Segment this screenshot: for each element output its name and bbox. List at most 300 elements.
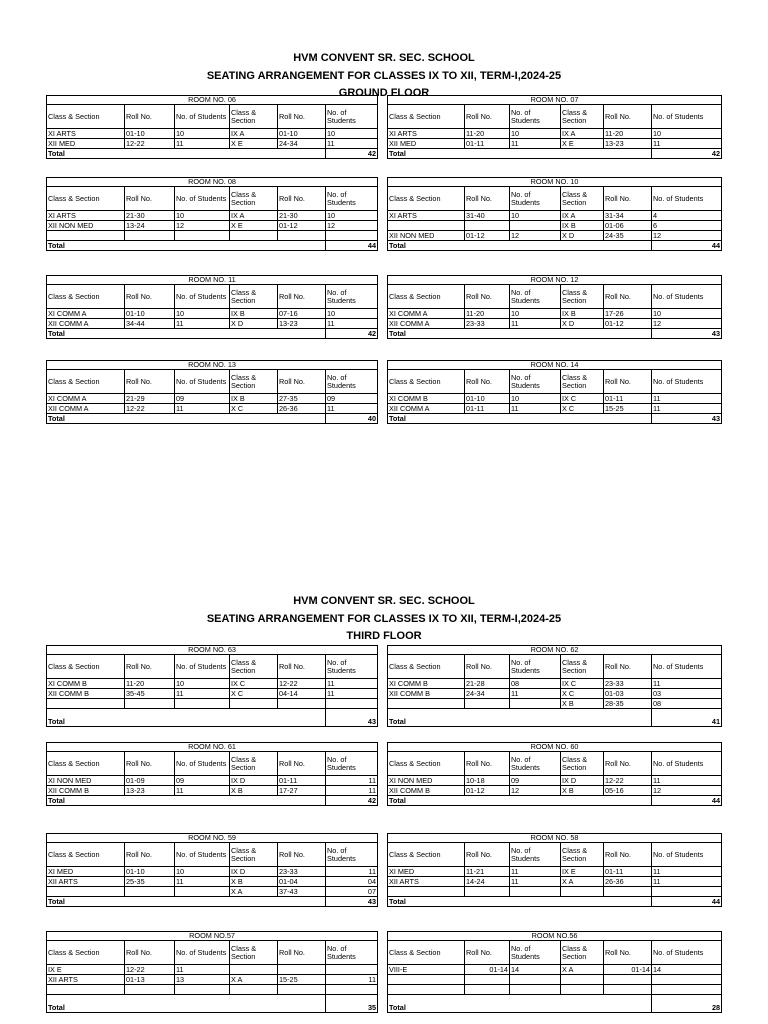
table-cell bbox=[125, 699, 175, 709]
total-value: 44 bbox=[652, 796, 722, 806]
table-cell: 08 bbox=[652, 699, 722, 709]
table-cell: 11-20 bbox=[465, 309, 510, 319]
table-cell: 11-20 bbox=[604, 129, 652, 139]
table-cell: 11 bbox=[652, 867, 722, 877]
total-label: Total bbox=[388, 241, 652, 251]
column-header: No. of Students bbox=[510, 655, 561, 679]
table-cell: 34-44 bbox=[125, 319, 175, 329]
table-cell: 08 bbox=[510, 679, 561, 689]
table-cell: IX C bbox=[230, 679, 278, 689]
table-cell: 15-25 bbox=[604, 404, 652, 414]
column-header: Class & Section bbox=[388, 843, 465, 867]
table-cell: 13 bbox=[175, 975, 230, 985]
room-title: ROOM NO. 61 bbox=[47, 743, 378, 752]
table-cell bbox=[388, 221, 465, 231]
table-cell bbox=[278, 699, 326, 709]
total-label: Total bbox=[47, 149, 326, 159]
table-cell: VIII-E bbox=[388, 965, 465, 975]
column-header: Class & Section bbox=[561, 752, 604, 776]
total-label: Total bbox=[388, 796, 652, 806]
header-row bbox=[47, 105, 378, 129]
table-cell: 12 bbox=[175, 221, 230, 231]
table-cell: X E bbox=[230, 221, 278, 231]
table-cell: IX D bbox=[230, 867, 278, 877]
table-row bbox=[388, 776, 722, 786]
table-row bbox=[47, 776, 378, 786]
table-cell: 13-23 bbox=[125, 786, 175, 796]
column-header: Roll No. bbox=[465, 105, 510, 129]
column-header: No. of Students bbox=[510, 285, 561, 309]
total-label: Total bbox=[47, 796, 326, 806]
table-cell: 27-35 bbox=[278, 394, 326, 404]
table-row bbox=[388, 221, 722, 231]
column-header: Class & Section bbox=[47, 187, 125, 211]
table-cell: 01-11 bbox=[604, 394, 652, 404]
table-cell: 11 bbox=[652, 139, 722, 149]
room-title: ROOM NO.57 bbox=[47, 932, 378, 941]
table-row bbox=[388, 786, 722, 796]
column-header: Class & Section bbox=[388, 370, 465, 394]
table-cell bbox=[278, 231, 326, 241]
table-cell bbox=[604, 887, 652, 897]
table-cell bbox=[510, 985, 561, 995]
table-row bbox=[388, 867, 722, 877]
table-cell: XII NON MED bbox=[388, 231, 465, 241]
total-label: Total bbox=[47, 241, 326, 251]
total-label: Total bbox=[388, 149, 652, 159]
table-cell: 12-22 bbox=[278, 679, 326, 689]
column-header: No. of Students bbox=[652, 843, 722, 867]
table-cell: XII MED bbox=[47, 139, 125, 149]
column-header: No. of Students bbox=[326, 941, 378, 965]
total-label: Total bbox=[47, 329, 326, 339]
table-cell: 11 bbox=[326, 786, 378, 796]
column-header: No. of Students bbox=[652, 105, 722, 129]
table-cell: 09 bbox=[510, 776, 561, 786]
column-header: Class & Section bbox=[388, 941, 465, 965]
table-cell: 11 bbox=[326, 867, 378, 877]
header-third-floor bbox=[0, 593, 768, 646]
table-cell: XII COMM A bbox=[47, 319, 125, 329]
column-header: Roll No. bbox=[278, 370, 326, 394]
table-row bbox=[47, 221, 378, 231]
table-cell: 13-23 bbox=[278, 319, 326, 329]
table-cell: 12 bbox=[510, 231, 561, 241]
column-header: No. of Students bbox=[652, 187, 722, 211]
table-row bbox=[47, 679, 378, 689]
total-label: Total bbox=[47, 897, 326, 907]
table-row bbox=[388, 975, 722, 985]
column-header: Roll No. bbox=[278, 655, 326, 679]
table-cell: 12-22 bbox=[125, 404, 175, 414]
column-header: No. of Students bbox=[175, 285, 230, 309]
table-cell: 21-28 bbox=[465, 679, 510, 689]
table-cell: 01-12 bbox=[604, 319, 652, 329]
table-row bbox=[47, 394, 378, 404]
table-cell: XI COMM A bbox=[47, 394, 125, 404]
table-cell: X E bbox=[230, 139, 278, 149]
floor-title: GROUND FLOOR bbox=[338, 87, 430, 99]
table-row bbox=[388, 309, 722, 319]
table-cell: XI ARTS bbox=[47, 129, 125, 139]
column-header: No. of Students bbox=[652, 752, 722, 776]
table-cell: 01-11 bbox=[604, 867, 652, 877]
table-cell: 24-35 bbox=[604, 231, 652, 241]
room-title: ROOM NO. 14 bbox=[388, 361, 722, 370]
table-cell bbox=[175, 699, 230, 709]
table-cell: 17-26 bbox=[604, 309, 652, 319]
table-cell: 04-14 bbox=[278, 689, 326, 699]
header-row bbox=[47, 843, 378, 867]
table-cell: 10 bbox=[652, 309, 722, 319]
table-cell: 11 bbox=[175, 877, 230, 887]
column-header: Roll No. bbox=[125, 655, 175, 679]
table-cell bbox=[278, 985, 326, 995]
table-row bbox=[47, 985, 378, 995]
table-cell: 07 bbox=[326, 887, 378, 897]
table-cell: 10-18 bbox=[465, 776, 510, 786]
table-cell: X D bbox=[561, 231, 604, 241]
table-cell bbox=[388, 699, 465, 709]
table-cell: 01-12 bbox=[465, 786, 510, 796]
room-table bbox=[46, 275, 378, 339]
total-row bbox=[47, 897, 378, 907]
room-table bbox=[387, 360, 722, 424]
total-row bbox=[388, 995, 722, 1013]
table-cell: XI NON MED bbox=[47, 776, 125, 786]
table-cell: 11 bbox=[326, 689, 378, 699]
table-cell: 10 bbox=[326, 129, 378, 139]
table-cell: 11 bbox=[510, 319, 561, 329]
column-header: Class & Section bbox=[47, 843, 125, 867]
column-header: No. of Students bbox=[652, 285, 722, 309]
table-cell bbox=[326, 231, 378, 241]
table-row bbox=[388, 689, 722, 699]
column-header: Roll No. bbox=[125, 843, 175, 867]
room-table bbox=[46, 833, 378, 907]
table-cell: X A bbox=[561, 877, 604, 887]
table-cell: 21-29 bbox=[125, 394, 175, 404]
header-row bbox=[388, 370, 722, 394]
column-header: Class & Section bbox=[47, 752, 125, 776]
table-cell: XI COMM A bbox=[47, 309, 125, 319]
table-cell: 21-30 bbox=[278, 211, 326, 221]
table-cell bbox=[47, 231, 125, 241]
table-cell: 01-14 bbox=[465, 965, 510, 975]
table-cell: 11 bbox=[175, 786, 230, 796]
table-row bbox=[47, 877, 378, 887]
total-value: 44 bbox=[652, 241, 722, 251]
total-value: 44 bbox=[326, 241, 378, 251]
table-cell: 11 bbox=[175, 139, 230, 149]
table-row bbox=[388, 877, 722, 887]
column-header: Class & Section bbox=[230, 105, 278, 129]
table-cell: 11 bbox=[326, 679, 378, 689]
table-cell: 11 bbox=[326, 319, 378, 329]
column-header: Class & Section bbox=[388, 752, 465, 776]
room-title: ROOM NO. 07 bbox=[388, 96, 722, 105]
table-cell: 24-34 bbox=[465, 689, 510, 699]
header-row bbox=[47, 941, 378, 965]
column-header: No. of Students bbox=[326, 752, 378, 776]
room-table bbox=[46, 360, 378, 424]
column-header: Class & Section bbox=[47, 285, 125, 309]
room-title: ROOM NO. 06 bbox=[47, 96, 378, 105]
total-row bbox=[47, 149, 378, 159]
total-label: Total bbox=[47, 995, 326, 1013]
table-cell: 01-06 bbox=[604, 221, 652, 231]
table-cell bbox=[388, 985, 465, 995]
column-header: No. of Students bbox=[652, 941, 722, 965]
table-cell: 11 bbox=[652, 679, 722, 689]
header-row bbox=[388, 285, 722, 309]
table-cell bbox=[47, 887, 125, 897]
table-cell: 11 bbox=[652, 404, 722, 414]
header-row bbox=[47, 285, 378, 309]
total-row bbox=[388, 897, 722, 907]
column-header: No. of Students bbox=[510, 370, 561, 394]
table-cell bbox=[47, 985, 125, 995]
column-header: Class & Section bbox=[561, 941, 604, 965]
total-value: 42 bbox=[326, 796, 378, 806]
table-row bbox=[47, 319, 378, 329]
column-header: Class & Section bbox=[230, 655, 278, 679]
header-row bbox=[47, 655, 378, 679]
room-table bbox=[387, 275, 722, 339]
table-cell: X A bbox=[230, 975, 278, 985]
column-header: Roll No. bbox=[125, 285, 175, 309]
table-cell bbox=[465, 975, 510, 985]
table-cell bbox=[604, 975, 652, 985]
table-cell: 10 bbox=[175, 309, 230, 319]
document-title: SEATING ARRANGEMENT FOR CLASSES IX TO XII, TERM-I,2024-25 bbox=[206, 69, 562, 82]
column-header: Class & Section bbox=[388, 285, 465, 309]
table-cell: 01-03 bbox=[604, 689, 652, 699]
header-row bbox=[388, 105, 722, 129]
table-cell: 11-21 bbox=[465, 867, 510, 877]
table-cell: XII NON MED bbox=[47, 221, 125, 231]
total-row bbox=[47, 414, 378, 424]
table-cell bbox=[510, 699, 561, 709]
header-row bbox=[47, 752, 378, 776]
table-cell: XI COMM B bbox=[388, 394, 465, 404]
table-cell bbox=[652, 887, 722, 897]
table-cell: 12 bbox=[652, 231, 722, 241]
table-cell: XII COMM B bbox=[388, 689, 465, 699]
table-cell: 01-04 bbox=[278, 877, 326, 887]
column-header: No. of Students bbox=[175, 187, 230, 211]
table-cell: 14-24 bbox=[465, 877, 510, 887]
table-cell: 09 bbox=[326, 394, 378, 404]
table-cell: 11 bbox=[326, 975, 378, 985]
total-value: 42 bbox=[652, 149, 722, 159]
table-cell: XII COMM B bbox=[388, 786, 465, 796]
table-cell: 11 bbox=[175, 404, 230, 414]
column-header: Class & Section bbox=[230, 187, 278, 211]
column-header: Class & Section bbox=[47, 370, 125, 394]
table-row bbox=[388, 129, 722, 139]
table-cell: 4 bbox=[652, 211, 722, 221]
table-row bbox=[388, 394, 722, 404]
table-cell: 01-10 bbox=[125, 867, 175, 877]
column-header: Roll No. bbox=[278, 105, 326, 129]
column-header: Roll No. bbox=[278, 752, 326, 776]
table-row bbox=[47, 689, 378, 699]
table-cell: 03 bbox=[652, 689, 722, 699]
table-cell: 11 bbox=[652, 394, 722, 404]
table-cell: XII COMM A bbox=[388, 319, 465, 329]
table-cell: 12 bbox=[510, 786, 561, 796]
total-row bbox=[47, 329, 378, 339]
table-cell: 10 bbox=[652, 129, 722, 139]
table-cell bbox=[561, 887, 604, 897]
table-cell: 10 bbox=[510, 394, 561, 404]
table-cell: XII ARTS bbox=[47, 975, 125, 985]
table-cell: IX A bbox=[230, 129, 278, 139]
table-cell: 14 bbox=[510, 965, 561, 975]
table-cell: X D bbox=[230, 319, 278, 329]
table-cell: 11 bbox=[175, 965, 230, 975]
table-row bbox=[47, 887, 378, 897]
table-cell bbox=[465, 699, 510, 709]
total-value: 40 bbox=[326, 414, 378, 424]
table-cell: XII COMM A bbox=[388, 404, 465, 414]
total-value: 42 bbox=[326, 329, 378, 339]
table-row bbox=[47, 231, 378, 241]
table-cell: 12-22 bbox=[604, 776, 652, 786]
table-cell: 01-14 bbox=[604, 965, 652, 975]
table-cell: IX E bbox=[561, 867, 604, 877]
column-header: Class & Section bbox=[230, 843, 278, 867]
table-cell: IX C bbox=[561, 679, 604, 689]
column-header: Class & Section bbox=[561, 285, 604, 309]
table-cell: XII COMM A bbox=[47, 404, 125, 414]
table-cell: 01-11 bbox=[278, 776, 326, 786]
table-cell: XI ARTS bbox=[388, 129, 465, 139]
school-name: HVM CONVENT SR. SEC. SCHOOL bbox=[293, 52, 475, 64]
table-row bbox=[388, 139, 722, 149]
table-cell: IX B bbox=[561, 221, 604, 231]
table-cell: IX A bbox=[230, 211, 278, 221]
table-cell: 11 bbox=[326, 139, 378, 149]
table-cell bbox=[388, 887, 465, 897]
column-header: Roll No. bbox=[465, 187, 510, 211]
table-cell: X B bbox=[561, 786, 604, 796]
column-header: Roll No. bbox=[604, 941, 652, 965]
table-cell: 10 bbox=[175, 129, 230, 139]
table-cell: 17-27 bbox=[278, 786, 326, 796]
room-title: ROOM NO. 63 bbox=[47, 646, 378, 655]
table-cell: X C bbox=[230, 689, 278, 699]
column-header: No. of Students bbox=[326, 843, 378, 867]
table-row bbox=[388, 404, 722, 414]
table-cell: 28-35 bbox=[604, 699, 652, 709]
header-row bbox=[388, 752, 722, 776]
table-cell: IX B bbox=[561, 309, 604, 319]
table-cell: 23-33 bbox=[465, 319, 510, 329]
table-row bbox=[388, 319, 722, 329]
column-header: No. of Students bbox=[652, 655, 722, 679]
table-cell: 10 bbox=[326, 309, 378, 319]
room-table bbox=[387, 742, 722, 806]
table-cell bbox=[230, 985, 278, 995]
table-cell: 01-13 bbox=[125, 975, 175, 985]
column-header: Class & Section bbox=[230, 941, 278, 965]
table-cell bbox=[604, 985, 652, 995]
table-cell: 10 bbox=[175, 867, 230, 877]
table-cell: IX B bbox=[230, 394, 278, 404]
column-header: Roll No. bbox=[604, 655, 652, 679]
table-cell: 11 bbox=[510, 689, 561, 699]
column-header: Class & Section bbox=[47, 105, 125, 129]
table-cell: 01-10 bbox=[125, 129, 175, 139]
table-cell: XI MED bbox=[388, 867, 465, 877]
column-header: No. of Students bbox=[510, 941, 561, 965]
total-value: 43 bbox=[652, 414, 722, 424]
column-header: Roll No. bbox=[465, 370, 510, 394]
column-header: Class & Section bbox=[561, 187, 604, 211]
table-cell: XI NON MED bbox=[388, 776, 465, 786]
column-header: No. of Students bbox=[326, 655, 378, 679]
room-title: ROOM NO. 13 bbox=[47, 361, 378, 370]
table-cell: IX E bbox=[47, 965, 125, 975]
column-header: Roll No. bbox=[278, 187, 326, 211]
table-cell: 07-16 bbox=[278, 309, 326, 319]
table-cell bbox=[510, 221, 561, 231]
table-cell: 26-36 bbox=[604, 877, 652, 887]
column-header: Class & Section bbox=[561, 105, 604, 129]
total-row bbox=[388, 796, 722, 806]
table-cell bbox=[175, 887, 230, 897]
table-row bbox=[47, 786, 378, 796]
table-cell: 11-20 bbox=[125, 679, 175, 689]
total-row bbox=[388, 329, 722, 339]
column-header: Roll No. bbox=[125, 752, 175, 776]
room-table bbox=[46, 742, 378, 806]
column-header: No. of Students bbox=[510, 843, 561, 867]
column-header: Roll No. bbox=[604, 752, 652, 776]
table-cell: 01-12 bbox=[278, 221, 326, 231]
table-cell: X B bbox=[561, 699, 604, 709]
column-header: Class & Section bbox=[388, 105, 465, 129]
column-header: Roll No. bbox=[465, 941, 510, 965]
room-title: ROOM NO. 62 bbox=[388, 646, 722, 655]
table-cell: XII COMM B bbox=[47, 786, 125, 796]
table-cell: XII MED bbox=[388, 139, 465, 149]
table-cell: 11 bbox=[326, 404, 378, 414]
column-header: Roll No. bbox=[465, 843, 510, 867]
table-cell: 09 bbox=[175, 394, 230, 404]
table-cell bbox=[125, 887, 175, 897]
table-cell: 11 bbox=[510, 404, 561, 414]
room-table bbox=[387, 95, 722, 159]
column-header: Roll No. bbox=[125, 187, 175, 211]
total-row bbox=[388, 149, 722, 159]
table-cell: XI COMM B bbox=[388, 679, 465, 689]
table-cell: IX D bbox=[230, 776, 278, 786]
table-row bbox=[47, 867, 378, 877]
column-header: No. of Students bbox=[175, 655, 230, 679]
table-cell: 10 bbox=[510, 309, 561, 319]
column-header: Roll No. bbox=[604, 370, 652, 394]
room-title: ROOM NO. 60 bbox=[388, 743, 722, 752]
column-header: No. of Students bbox=[175, 843, 230, 867]
header-row bbox=[47, 187, 378, 211]
table-cell: 21-30 bbox=[125, 211, 175, 221]
total-row bbox=[388, 241, 722, 251]
table-row bbox=[388, 679, 722, 689]
column-header: Roll No. bbox=[278, 941, 326, 965]
